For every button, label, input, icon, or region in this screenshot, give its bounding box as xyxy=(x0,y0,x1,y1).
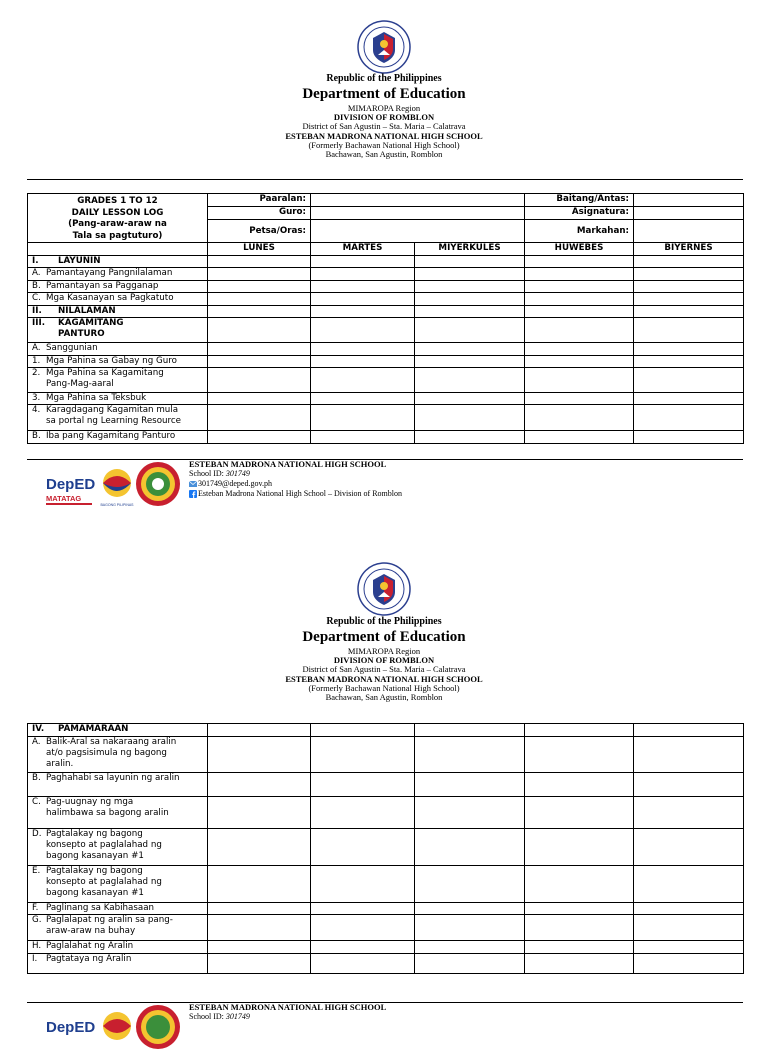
guro-field[interactable] xyxy=(311,207,525,220)
cell[interactable] xyxy=(208,737,311,773)
row-label: Pagtataya ng Aralin xyxy=(46,954,132,964)
cell[interactable] xyxy=(311,903,415,915)
cell[interactable] xyxy=(525,829,634,866)
deped-matatag-logo-icon xyxy=(45,1014,95,1050)
row-number: G. xyxy=(32,915,42,925)
cell[interactable] xyxy=(311,954,415,974)
guro-label: Guro: xyxy=(208,207,311,220)
letterhead xyxy=(0,74,768,159)
petsa-label: Petsa/Oras: xyxy=(208,220,311,243)
row-number: B. xyxy=(32,281,41,291)
cell[interactable] xyxy=(415,866,525,903)
letterhead xyxy=(0,617,768,702)
day-header-huwebes: HUWEBES xyxy=(525,243,634,256)
cell[interactable] xyxy=(208,256,311,268)
cell[interactable] xyxy=(208,356,311,368)
footer-school-name: ESTEBAN MADRONA NATIONAL HIGH SCHOOL xyxy=(189,459,387,469)
cell[interactable] xyxy=(634,268,744,281)
bagong-pilipinas-logo-icon xyxy=(97,465,137,509)
cell[interactable] xyxy=(311,293,415,306)
cell[interactable] xyxy=(525,903,634,915)
footer-school-id xyxy=(189,469,402,479)
row-label: konsepto at paglalahad ng xyxy=(46,840,162,850)
log-title xyxy=(28,194,208,243)
row-number: 2. xyxy=(32,368,41,378)
cell[interactable] xyxy=(634,773,744,797)
baitang-label: Baitang/Antas: xyxy=(525,194,634,207)
cell[interactable] xyxy=(525,915,634,941)
table-row xyxy=(28,356,744,368)
row-number: A. xyxy=(32,737,41,747)
cell[interactable] xyxy=(415,915,525,941)
cell[interactable] xyxy=(525,393,634,405)
cell[interactable] xyxy=(311,368,415,393)
matatag-logo-text: MATATAG xyxy=(46,494,82,503)
cell[interactable] xyxy=(311,431,415,444)
cell[interactable] xyxy=(208,431,311,444)
cell[interactable] xyxy=(634,356,744,368)
cell[interactable] xyxy=(525,954,634,974)
cell[interactable] xyxy=(415,724,525,737)
footer-contact xyxy=(189,459,402,499)
cell[interactable] xyxy=(634,954,744,974)
row-number: E. xyxy=(32,866,41,876)
cell[interactable] xyxy=(208,773,311,797)
row-number: B. xyxy=(32,773,41,783)
row-label: Iba pang Kagamitang Panturo xyxy=(46,431,176,441)
cell[interactable] xyxy=(415,405,525,431)
lesson-log-table xyxy=(27,193,744,444)
cell[interactable] xyxy=(208,343,311,356)
row-label: araw-araw na buhay xyxy=(46,926,136,936)
facebook-icon xyxy=(189,490,197,498)
cell[interactable] xyxy=(208,268,311,281)
cell[interactable] xyxy=(208,915,311,941)
row-label: halimbawa sa bagong aralin xyxy=(46,808,169,818)
row-label: PANTURO xyxy=(58,329,105,339)
footer-facebook[interactable]: Esteban Madrona National High School – Division of Romblon xyxy=(198,489,402,498)
row-label: Pagtalakay ng bagong xyxy=(46,829,143,839)
cell[interactable] xyxy=(311,256,415,268)
row-label: Karagdagang Kagamitan mula xyxy=(46,405,179,415)
cell[interactable] xyxy=(311,866,415,903)
school-id-label: School ID: xyxy=(189,1012,226,1021)
division-text: DIVISION OF ROMBLON xyxy=(333,655,435,666)
cell[interactable] xyxy=(311,405,415,431)
table-row xyxy=(28,256,744,268)
table-row xyxy=(28,724,744,737)
row-label: Paglinang sa Kabihasaan xyxy=(46,903,155,913)
cell[interactable] xyxy=(208,293,311,306)
row-label: Mga Kasanayan sa Pagkatuto xyxy=(46,293,174,303)
table-row xyxy=(28,393,744,405)
row-label: Mga Pahina sa Gabay ng Guro xyxy=(46,356,177,366)
deped-logo-text: DepED xyxy=(46,476,96,493)
table-row xyxy=(28,343,744,356)
cell[interactable] xyxy=(415,393,525,405)
cell[interactable] xyxy=(208,318,311,343)
cell[interactable] xyxy=(208,724,311,737)
row-number: C. xyxy=(32,293,41,303)
row-number: 1. xyxy=(32,356,41,366)
asignatura-field[interactable] xyxy=(634,207,744,220)
cell[interactable] xyxy=(208,797,311,829)
email-icon xyxy=(189,480,197,488)
day-header-biyernes: BIYERNES xyxy=(634,243,744,256)
cell[interactable] xyxy=(311,318,415,343)
row-label: LAYUNIN xyxy=(58,256,101,266)
address-text: Bachawan, San Agustin, Romblon xyxy=(325,691,443,702)
school-logo-icon xyxy=(135,461,181,507)
table-row xyxy=(28,431,744,444)
cell[interactable] xyxy=(311,829,415,866)
day-header-blank xyxy=(28,243,208,256)
cell[interactable] xyxy=(634,941,744,954)
cell[interactable] xyxy=(208,393,311,405)
cell[interactable] xyxy=(208,829,311,866)
cell[interactable] xyxy=(634,903,744,915)
row-label: bagong kasanayan #1 xyxy=(46,851,144,861)
cell[interactable] xyxy=(525,737,634,773)
row-number: IV. xyxy=(32,724,45,734)
row-label: konsepto at paglalahad ng xyxy=(46,877,162,887)
school-id-value: 301749 xyxy=(225,469,250,478)
cell[interactable] xyxy=(311,306,415,318)
row-label: at/o pagsisimula ng bagong xyxy=(46,748,167,758)
deped-matatag-logo-icon xyxy=(45,471,95,507)
asignatura-label: Asignatura: xyxy=(525,207,634,220)
row-number: 4. xyxy=(32,405,41,415)
cell[interactable] xyxy=(311,343,415,356)
row-label: NILALAMAN xyxy=(58,306,116,316)
cell[interactable] xyxy=(634,797,744,829)
markahan-field[interactable] xyxy=(634,220,744,243)
cell[interactable] xyxy=(415,941,525,954)
cell[interactable] xyxy=(525,281,634,293)
table-row xyxy=(28,954,744,974)
cell[interactable] xyxy=(415,268,525,281)
table-row xyxy=(28,368,744,393)
formerly-text: (Formerly Bachawan National High School) xyxy=(308,682,460,693)
cell[interactable] xyxy=(525,343,634,356)
table-row xyxy=(28,268,744,281)
procedure-table xyxy=(27,723,744,974)
cell[interactable] xyxy=(634,829,744,866)
day-header-lunes: LUNES xyxy=(208,243,311,256)
cell[interactable] xyxy=(415,256,525,268)
cell[interactable] xyxy=(525,941,634,954)
cell[interactable] xyxy=(415,431,525,444)
cell[interactable] xyxy=(525,318,634,343)
header-divider xyxy=(27,179,743,180)
cell[interactable] xyxy=(208,368,311,393)
row-label: Paglalahat ng Aralin xyxy=(46,941,134,951)
cell[interactable] xyxy=(525,866,634,903)
footer-email[interactable]: 301749@deped.gov.ph xyxy=(198,479,272,488)
bagong-pilipinas-text: BAGONG PILIPINAS xyxy=(100,503,134,507)
district-text: District of San Agustin – Sta. Maria – Calatrava xyxy=(302,664,466,675)
cell[interactable] xyxy=(415,737,525,773)
row-label: Sanggunian xyxy=(46,343,98,353)
table-row xyxy=(28,903,744,915)
school-name: ESTEBAN MADRONA NATIONAL HIGH SCHOOL xyxy=(285,130,483,141)
region-text: MIMAROPA Region xyxy=(347,102,421,113)
cell[interactable] xyxy=(634,368,744,393)
cell[interactable] xyxy=(311,393,415,405)
log-title-line: Tala sa pagtuturo) xyxy=(72,230,163,241)
department-title: Department of Education xyxy=(302,628,466,645)
deped-seal-icon xyxy=(357,562,411,616)
cell[interactable] xyxy=(208,903,311,915)
cell[interactable] xyxy=(208,866,311,903)
cell[interactable] xyxy=(634,866,744,903)
row-label: KAGAMITANG xyxy=(58,318,124,328)
log-title-line: DAILY LESSON LOG xyxy=(71,207,164,218)
row-number: III. xyxy=(32,318,45,328)
footer-facebook-row xyxy=(189,489,402,499)
school-id-value: 301749 xyxy=(225,1012,250,1021)
row-label: Mga Pahina sa Kagamitang xyxy=(46,368,164,378)
row-label: bagong kasanayan #1 xyxy=(46,888,144,898)
row-label: sa portal ng Learning Resource xyxy=(46,416,182,426)
cell[interactable] xyxy=(311,724,415,737)
cell[interactable] xyxy=(415,797,525,829)
cell[interactable] xyxy=(634,343,744,356)
cell[interactable] xyxy=(208,306,311,318)
cell[interactable] xyxy=(311,737,415,773)
row-label: Pag-uugnay ng mga xyxy=(46,797,134,807)
cell[interactable] xyxy=(634,293,744,306)
row-number: D. xyxy=(32,829,42,839)
table-row xyxy=(28,405,744,431)
cell[interactable] xyxy=(634,737,744,773)
row-label: Balik-Aral sa nakaraang aralin xyxy=(46,737,177,747)
cell[interactable] xyxy=(525,256,634,268)
deped-logo-text: DepED xyxy=(46,1019,96,1036)
cell[interactable] xyxy=(634,393,744,405)
cell[interactable] xyxy=(525,268,634,281)
cell[interactable] xyxy=(525,724,634,737)
table-row xyxy=(28,306,744,318)
cell[interactable] xyxy=(415,954,525,974)
table-row xyxy=(28,737,744,773)
cell[interactable] xyxy=(634,724,744,737)
cell[interactable] xyxy=(415,356,525,368)
table-row xyxy=(28,318,744,343)
cell[interactable] xyxy=(311,773,415,797)
paaralan-label: Paaralan: xyxy=(208,194,311,207)
baitang-field[interactable] xyxy=(634,194,744,207)
cell[interactable] xyxy=(311,268,415,281)
cell[interactable] xyxy=(634,256,744,268)
table-row xyxy=(28,866,744,903)
row-number: 3. xyxy=(32,393,41,403)
cell[interactable] xyxy=(415,318,525,343)
page-footer xyxy=(27,459,743,509)
footer-email-row xyxy=(189,479,402,489)
row-number: B. xyxy=(32,431,41,441)
cell[interactable] xyxy=(415,903,525,915)
department-title: Department of Education xyxy=(302,85,466,102)
cell[interactable] xyxy=(415,773,525,797)
table-row xyxy=(28,941,744,954)
district-text: District of San Agustin – Sta. Maria – Calatrava xyxy=(302,121,466,132)
petsa-field[interactable] xyxy=(311,220,525,243)
table-row xyxy=(28,281,744,293)
row-number: F. xyxy=(32,903,39,913)
table-row xyxy=(28,915,744,941)
cell[interactable] xyxy=(525,405,634,431)
cell[interactable] xyxy=(415,306,525,318)
row-label: Pamantayang Pangnilalaman xyxy=(46,268,173,278)
table-row xyxy=(28,293,744,306)
region-text: MIMAROPA Region xyxy=(347,645,421,656)
school-logo-icon xyxy=(135,1004,181,1050)
row-label: Paglalapat ng aralin sa pang- xyxy=(46,915,173,925)
row-number: C. xyxy=(32,797,41,807)
log-title-line: GRADES 1 TO 12 xyxy=(77,196,158,206)
school-name: ESTEBAN MADRONA NATIONAL HIGH SCHOOL xyxy=(285,673,483,684)
republic-text: Republic of the Philippines xyxy=(326,73,442,84)
formerly-text: (Formerly Bachawan National High School) xyxy=(308,139,460,150)
table-row xyxy=(28,829,744,866)
cell[interactable] xyxy=(311,281,415,293)
deped-seal-icon xyxy=(357,20,411,74)
school-id-label: School ID: xyxy=(189,469,226,478)
paaralan-field[interactable] xyxy=(311,194,525,207)
cell[interactable] xyxy=(525,773,634,797)
row-label: Mga Pahina sa Teksbuk xyxy=(46,393,147,403)
cell[interactable] xyxy=(634,281,744,293)
footer-school-name: ESTEBAN MADRONA NATIONAL HIGH SCHOOL xyxy=(189,1002,387,1012)
row-label: Pagtalakay ng bagong xyxy=(46,866,143,876)
republic-text: Republic of the Philippines xyxy=(326,616,442,627)
cell[interactable] xyxy=(208,954,311,974)
row-number: II. xyxy=(32,306,42,316)
row-label: Paghahabi sa layunin ng aralin xyxy=(46,773,180,783)
bagong-pilipinas-logo-icon xyxy=(97,1008,137,1052)
cell[interactable] xyxy=(415,293,525,306)
row-label: Pang-Mag-aaral xyxy=(46,379,114,389)
markahan-label: Markahan: xyxy=(525,220,634,243)
table-row xyxy=(28,773,744,797)
footer-school-id xyxy=(189,1012,386,1022)
cell[interactable] xyxy=(525,293,634,306)
cell[interactable] xyxy=(311,356,415,368)
cell[interactable] xyxy=(634,318,744,343)
cell[interactable] xyxy=(525,356,634,368)
page-footer xyxy=(27,1002,743,1036)
cell[interactable] xyxy=(415,343,525,356)
row-number: I. xyxy=(32,256,39,266)
cell[interactable] xyxy=(634,431,744,444)
cell[interactable] xyxy=(525,431,634,444)
cell[interactable] xyxy=(208,941,311,954)
cell[interactable] xyxy=(634,306,744,318)
cell[interactable] xyxy=(634,405,744,431)
cell[interactable] xyxy=(525,797,634,829)
cell[interactable] xyxy=(415,368,525,393)
cell[interactable] xyxy=(415,829,525,866)
address-text: Bachawan, San Agustin, Romblon xyxy=(325,148,443,159)
footer-contact xyxy=(189,1002,386,1022)
cell[interactable] xyxy=(525,368,634,393)
cell[interactable] xyxy=(311,915,415,941)
cell[interactable] xyxy=(311,941,415,954)
cell[interactable] xyxy=(311,797,415,829)
row-number: I. xyxy=(32,954,38,964)
cell[interactable] xyxy=(525,306,634,318)
day-header-martes: MARTES xyxy=(311,243,415,256)
row-label: PAMAMARAAN xyxy=(58,724,129,734)
row-number: A. xyxy=(32,268,41,278)
day-header-miyerkules: MIYERKULES xyxy=(415,243,525,256)
cell[interactable] xyxy=(634,915,744,941)
row-number: H. xyxy=(32,941,42,951)
table-row xyxy=(28,797,744,829)
row-label: aralin. xyxy=(46,759,74,769)
cell[interactable] xyxy=(208,281,311,293)
cell[interactable] xyxy=(415,281,525,293)
row-label: Pamantayan sa Pagganap xyxy=(46,281,159,291)
log-title-line: (Pang-araw-araw na xyxy=(68,219,167,229)
division-text: DIVISION OF ROMBLON xyxy=(333,112,435,123)
cell[interactable] xyxy=(208,405,311,431)
row-number: A. xyxy=(32,343,41,353)
